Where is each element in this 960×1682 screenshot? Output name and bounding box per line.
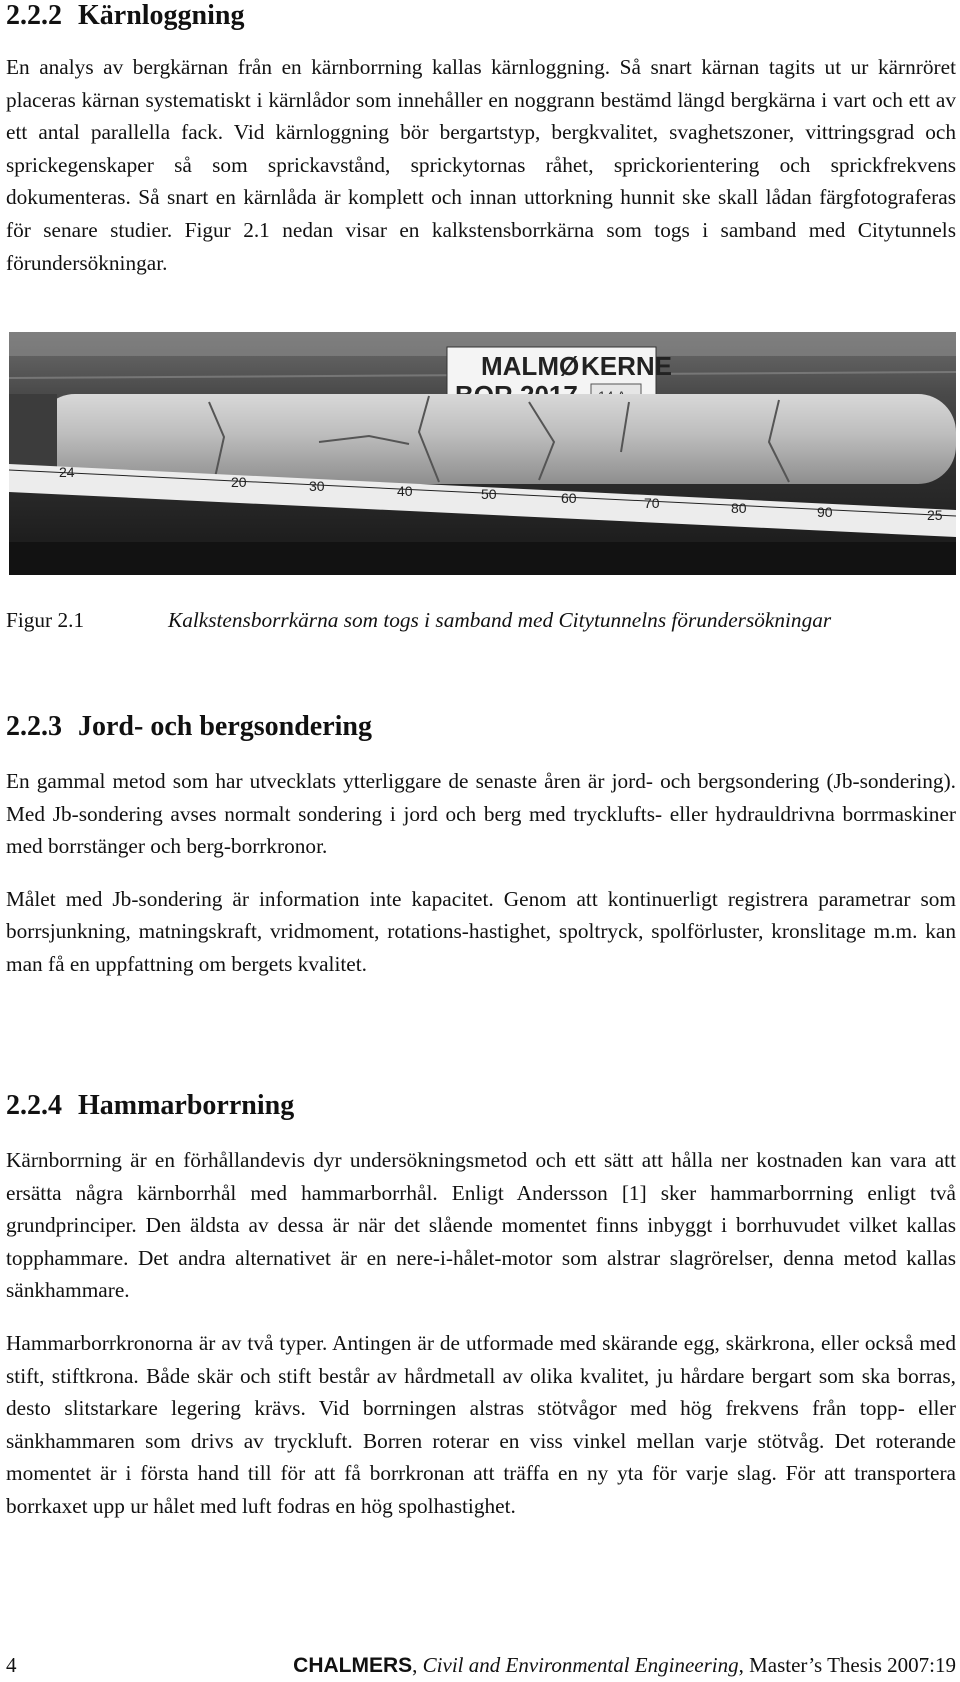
sign-text-kerne: KERNE [581,351,673,381]
section-title: Jord- och bergsondering [78,711,372,742]
core-photo-illustration [9,332,956,575]
section-heading [6,711,956,743]
ruler-label: 70 [644,495,660,511]
body-paragraph: Hammarborrkronorna är av två typer. Antingen är de utformade med skärande egg, skärkrona, eller också med stift, stiftkrona. Både skär och stift består av hårdmetall av olika kvalitet, ju hårdare bergart som ska borras, desto slitstarkare legering krävs. Vid borrningen alstras stötvågor med hög frekvens från topp- eller sänkhammaren som drivs av tryckluft. Borren roterar en viss vinkel mellan varje stötvåg. Det roterande momentet är i första hand till för att få borrkronan att träffa en ny yta för varje slag. För att transportera borrkaxet upp ur hålet med luft fodras en hög spolhastighet. [6,1330,956,1518]
section-karnloggning [6,0,956,279]
ruler-label: 40 [397,483,413,499]
section-jord-och-bergsondering [6,711,956,981]
body-paragraph: Målet med Jb-sondering är information inte kapacitet. Genom att kontinuerligt registrera parametrar som borrsjunkning, matningskraft, vridmoment, rotations-hastighet, spoltryck, spolförluster, kronslitage m.m. kan man få en uppfattning om bergets kvalitet. [6,886,956,976]
ruler-label: 50 [481,486,497,502]
caption-text: Kalkstensborrkärna som togs i samband med Citytunnelns förundersökningar [168,608,832,632]
footer-dept: Civil and Environmental Engineering [422,1653,739,1677]
footer-rest: , Master’s Thesis 2007:19 [738,1653,956,1677]
figure-caption [6,604,956,636]
body-paragraph: En gammal metod som har utvecklats ytterliggare de senaste åren är jord- och bergsondering (Jb-sondering). Med Jb-sondering avses normalt sondering i jord och berg med trycklufts- eller hydrauldrivna borrmaskiner med borrstänger och berg-borrkronor. [6,769,956,859]
section-title: Kärnloggning [78,0,245,31]
sign-text-malmo: MALMØ [481,351,580,381]
section-number: 2.2.2 [6,0,62,31]
caption-label: Figur 2.1 [6,608,85,632]
ruler-label: 90 [817,504,833,520]
footer-org: CHALMERS [293,1654,413,1677]
ruler-label: 80 [731,500,747,516]
ruler-label: 25 [927,507,943,523]
ruler-label: 30 [309,478,325,494]
ruler-label: 24 [59,464,75,480]
ruler-label: 20 [231,474,247,490]
section-heading [6,1090,956,1122]
section-number: 2.2.4 [6,1090,62,1121]
core-sample-photo [9,332,956,575]
section-heading [6,0,956,32]
ruler-label: 60 [561,490,577,506]
section-number: 2.2.3 [6,711,62,742]
section-title: Hammarborrning [78,1090,295,1121]
body-paragraph: En analys av bergkärnan från en kärnborrning kallas kärnloggning. Så snart kärnan tagits ut ur kärnröret placeras kärnan systematiskt i kärnlådor som innehåller en noggrann bestämd längd bergkärna i vart och ett av ett antal parallella fack. Vid kärnloggning bör bergartstyp, bergkvalitet, svaghetszoner, vittringsgrad och sprickegenskaper så som sprickavstånd, sprickytornas råhet, sprickorientering och sprickfrekvens dokumenteras. Så snart en kärnlåda är komplett och innan uttorkning hunnit ske skall lådan färgfotograferas för senare studier. Figur 2.1 nedan visar en kalkstensborrkärna som togs i samband med Citytunnels förundersökningar. [6,55,956,275]
body-paragraph: Kärnborrning är en förhållandevis dyr undersökningsmetod och ett sätt att hålla ner kostnaden kan vara att ersätta några kärnborrhål med hammarborrhål. Enligt Andersson [1] sker hammarborrning enligt två grundprinciper. Den äldsta av dessa är när det slående momentet finns inbyggt i borrhuvudet vilket kallas topphammare. Det andra alternativet är en nere-i-hålet-motor som alstrar slagrörelser, denna metod kallas sänkhammare. [6,1148,956,1303]
page-number: 4 [6,1653,17,1677]
footer-citation: CHALMERS, Civil and Environmental Engineering, Master’s Thesis 2007:19 [293,1653,956,1677]
section-hammarborrning [6,1090,956,1523]
page-footer [6,1650,956,1680]
